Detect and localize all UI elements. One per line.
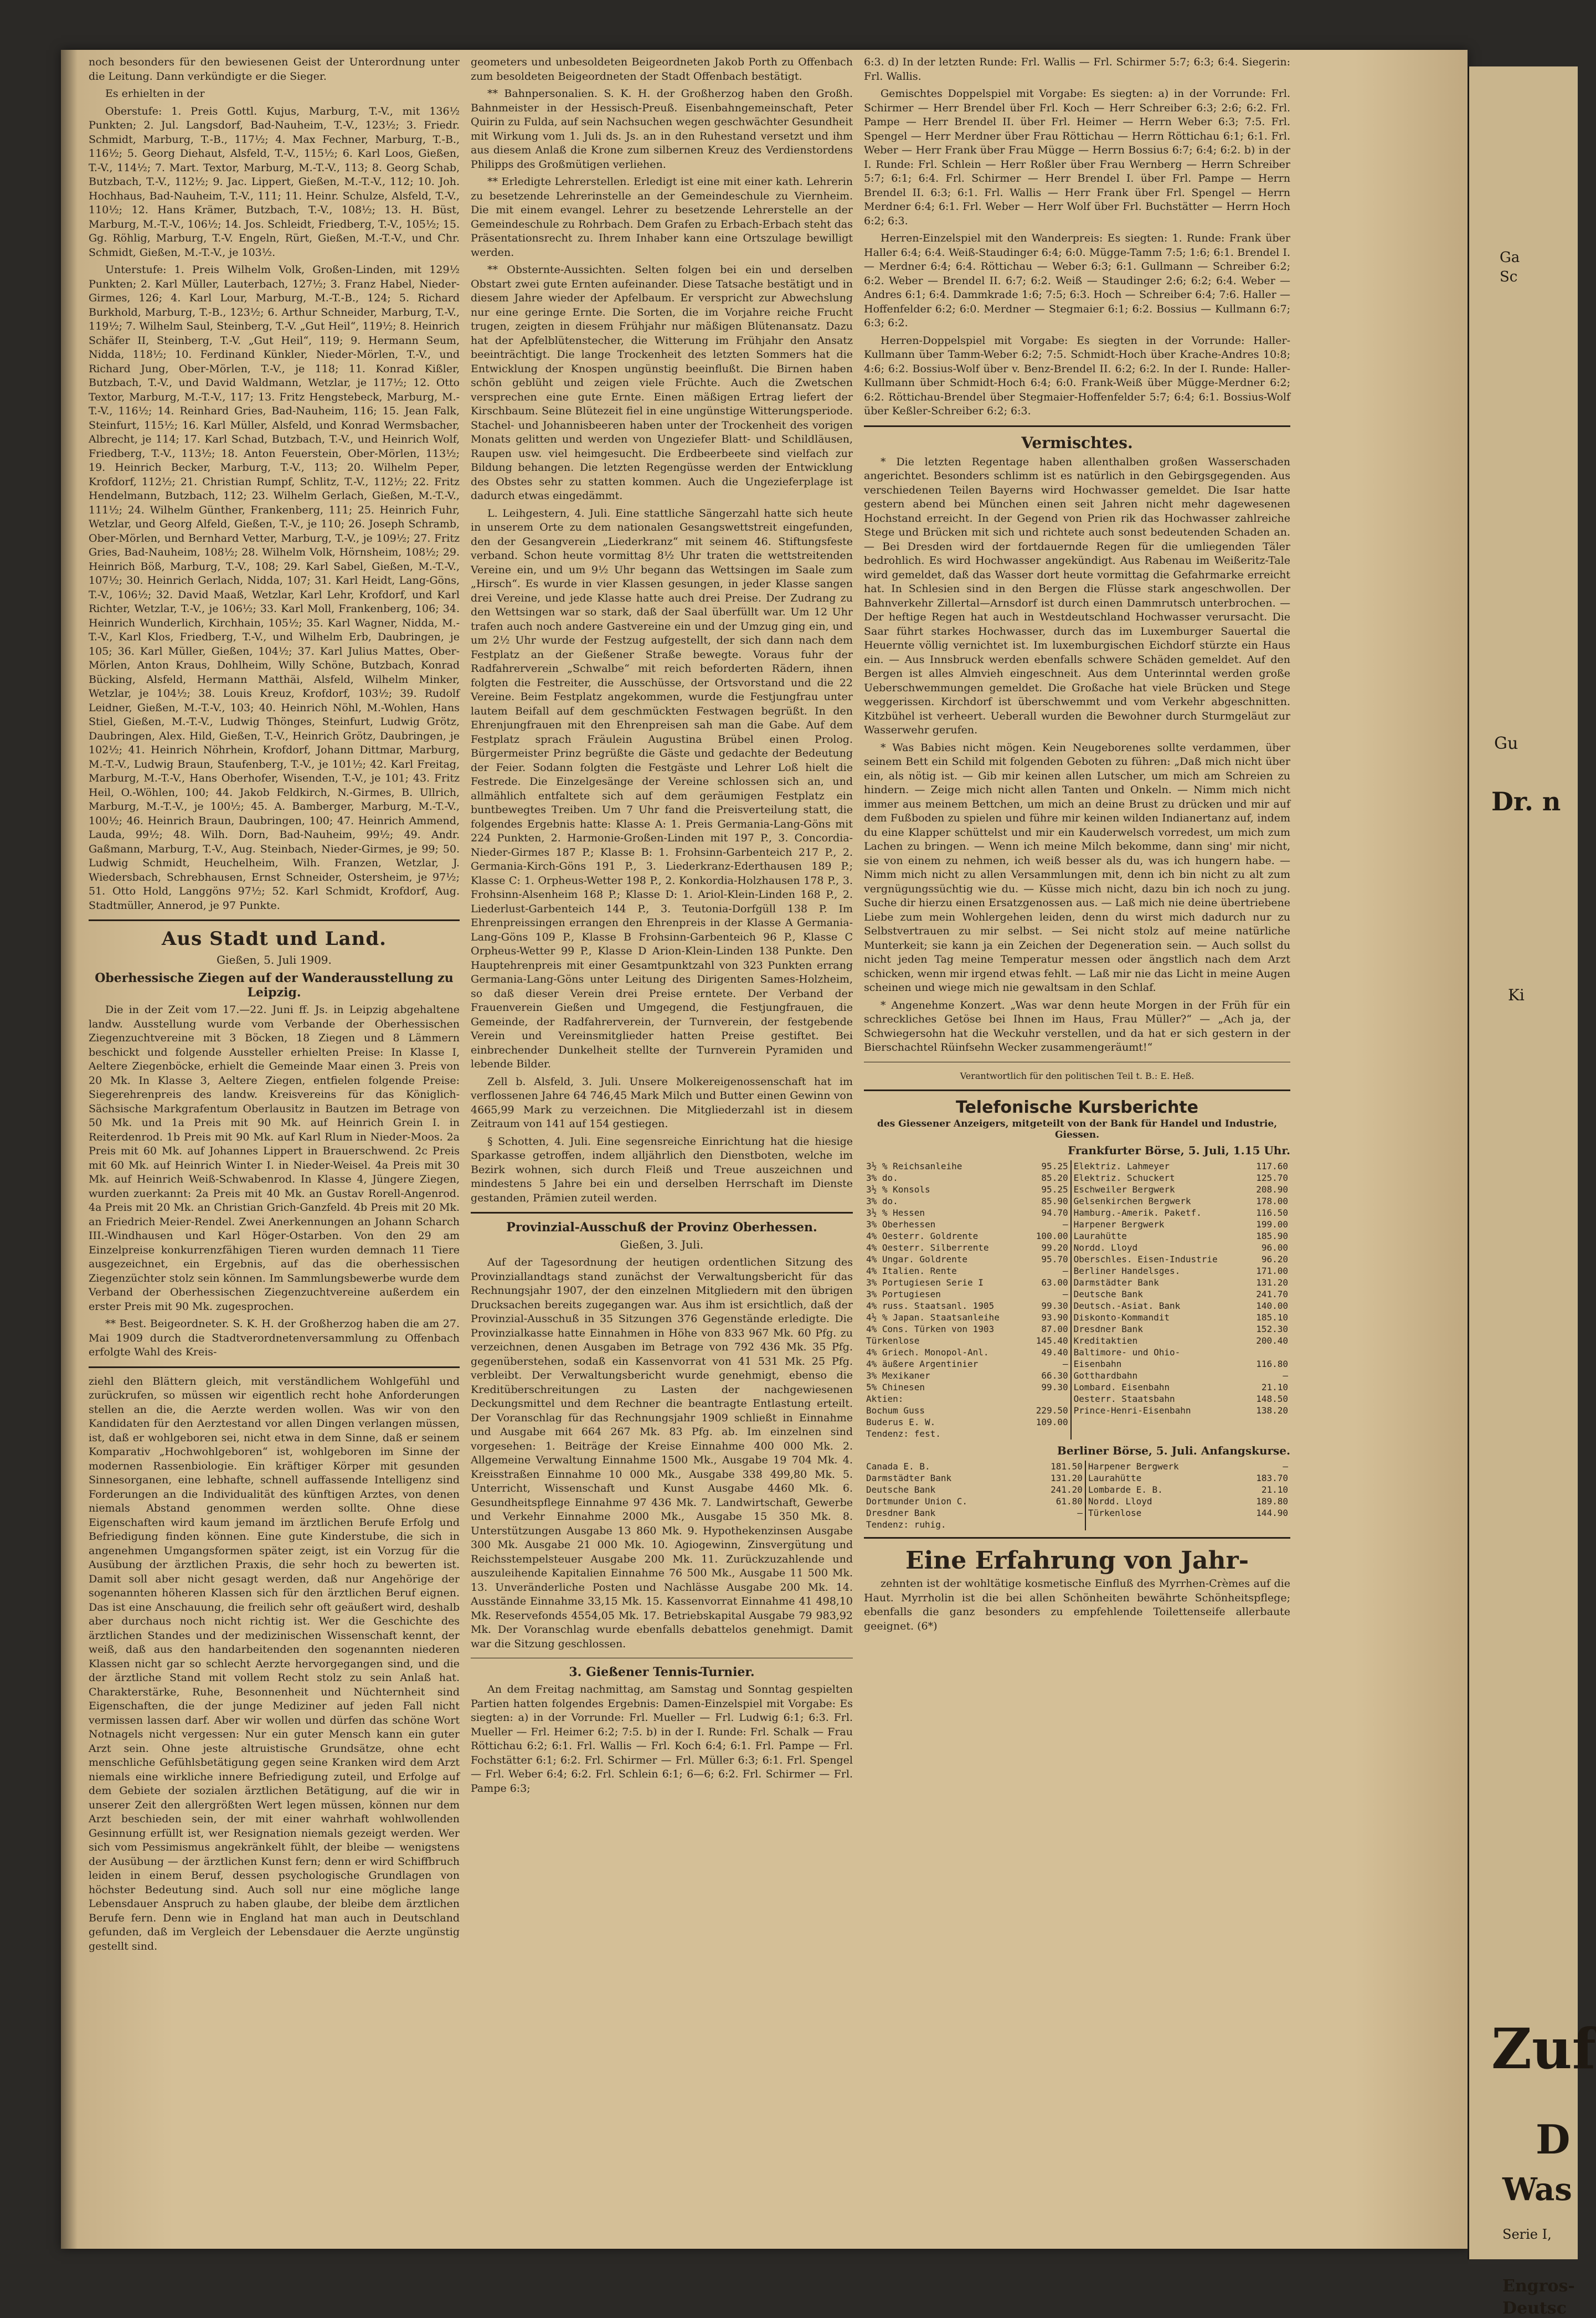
quote-value: 99.30	[1041, 1301, 1068, 1311]
quote-value: 87.00	[1041, 1324, 1068, 1334]
security-name: Kreditaktien	[1071, 1335, 1248, 1346]
quote-value: 200.40	[1256, 1335, 1288, 1346]
security-name: Diskonto-Kommandit	[1071, 1312, 1248, 1323]
security-name: Deutsche Bank	[1071, 1288, 1248, 1300]
section-rule	[89, 1366, 460, 1368]
quote-value: 208.90	[1256, 1184, 1288, 1195]
frankfurt-quote-row	[864, 1358, 1290, 1370]
article-text: ** Erledigte Lehrerstellen. Erledigt ist eine mit einer kath. Lehrerin zu besetzende Lehrerinstelle an der Gemeindeschule zu Viernheim. Die mit einem evangel. Lehrer zu besetzende Lehrerstelle an der Gemeindeschule zu Rohrbach. Dem Grafen zu Erbach-Erbach steht das Präsentationsrecht zu. Ihrem Inhaber kann eine Ortszulage bewilligt werden.	[471, 176, 853, 259]
quote-value: —	[1062, 1359, 1068, 1369]
frankfurt-quote-row	[864, 1265, 1290, 1277]
security-name: Nordd. Lloyd	[1085, 1495, 1234, 1507]
quote-value: 145.40	[1036, 1335, 1068, 1346]
quote-value: 152.30	[1256, 1324, 1288, 1334]
quote-value: 144.90	[1256, 1508, 1288, 1518]
section-headline: Aus Stadt und Land.	[162, 928, 387, 950]
frankfurt-quote-row	[864, 1335, 1290, 1346]
frankfurt-quote-row	[864, 1230, 1290, 1242]
security-name: 4% Oesterr. Goldrente	[866, 1231, 979, 1241]
frankfurt-quote-row	[864, 1370, 1290, 1381]
frankfurt-quote-row	[864, 1288, 1290, 1300]
strip-fragment: Engros-	[1502, 2276, 1575, 2296]
advertisement-headline: Eine Erfahrung von Jahr-	[905, 1546, 1249, 1575]
column-2	[471, 55, 853, 2127]
quote-value: 138.20	[1256, 1405, 1288, 1416]
security-name: 3% Mexikaner	[866, 1370, 930, 1381]
quote-value: 85.90	[1041, 1196, 1068, 1206]
article-text: * Die letzten Regentage haben allenthalben großen Wasserschaden angerichtet. Besonders schlimm ist es natürlich in den Gebirgsgegenden. Aus verschiedenen Teilen Bayerns wird Hochwasser gemeldet. Die Isar hatte gestern abend bei München einen seit Jahren nicht mehr dagewesenen Hochstand erreicht. In der Gegend von Prien rik das Hochwasser zahlreiche Stege und Brücken mit sich und richtete auch sonst bedeutenden Schaden an. — Bei Dresden wird der fortdauernde Regen für die umliegenden Täler bedrohlich. Es wird Hochwasser angekündigt. Aus Rabenau im Weißeritz-Tale wird gemeldet, daß das Wasser dort heute vormittag die Gefahrmarke erreicht hat. In Schlesien sind in den Bergen die Flüsse stark angeschwollen. Der Bahnverkehr Zillertal—Arnsdorf ist durch einen Dammrutsch unterbrochen. — Der heftige Regen hat auch in Westdeutschland Hochwasser verursacht. Die Saar führt starkes Hochwasser, durch das im Luxemburger Sauertal die Heuernte völlig vernichtet ist. Im luxemburgischen Eichdorf stürzte ein Haus ein. — Aus Innsbruck werden ebenfalls schwere Schäden gemeldet. Auf den Bergen ist alles Almvieh eingeschneit. Aus dem Unterinntal werden große Ueberschwemmungen gemeldet. Die Großache hat viele Brücken und Stege weggerissen. Kirchdorf ist überschwemmt und vom Verkehr abgeschnitten. Kitzbühel ist verheert. Ueberall wurden die Bewohner durch Sturmgeläut zur Wasserwehr gerufen.	[864, 455, 1290, 736]
article-headline: Oberhessische Ziegen auf der Wanderausstellung zu Leipzig.	[95, 971, 454, 1000]
security-name: Hamburg.-Amerik. Paketf.	[1071, 1207, 1248, 1219]
quote-value: 199.00	[1256, 1219, 1288, 1230]
article-text: Gemischtes Doppelspiel mit Vorgabe: Es siegten: a) in der Vorrunde: Frl. Schirmer — Herr Brendel über Frl. Koch — Herr Schreiber 6:3; 2:6; 6:2. Frl. Pampe — Herr Brendel II. über Frl. Heimer — Herrn Weber 6:3; 7:5. Frl. Spengel — Herr Merdner über Frau Röttichau — Herrn Röttichau 6:1; 6:1. Frl. Weber — Herr Frank über Frau Mügge — Herrn Bossius 6:7; 6:4; 6:2. b) in der I. Runde: Frl. Schlein — Herr Roßler über Frau Wernberg — Herrn Schreiber 5:7; 6:1; 6:4. Frl. Schirmer — Herr Brendel I. über Frl. Pampe — Herrn Brendel II. 6:3; 6:1. Frl. Wallis — Herr Frank über Frl. Spengel — Herrn Merdner 6:4; 6:1. Frl. Weber — Herr Wolf über Frl. Buchstätter — Herrn Hoch 6:2; 6:3.	[864, 88, 1290, 227]
frankfurt-quote-row	[864, 1428, 1290, 1440]
column-3	[864, 55, 1290, 2127]
quote-value: 148.50	[1256, 1394, 1288, 1404]
article-text: § Schotten, 4. Juli. Eine segensreiche Einrichtung hat die hiesige Sparkasse getroffen, indem alljährlich den Dienstboten, welche im Bezirk wohnen, sich durch Fleiß und Treue auszeichnen und mindestens 5 Jahre bei ein und derselben Herrschaft im Dienste gestanden, Prämien zuteil werden.	[471, 1135, 853, 1204]
quote-value: 95.25	[1041, 1161, 1068, 1171]
dateline: Gießen, 5. Juli 1909.	[217, 953, 332, 967]
dateline: Gießen, 3. Juli.	[620, 1238, 704, 1251]
quote-value: 100.00	[1036, 1231, 1068, 1241]
quote-value	[1247, 1416, 1290, 1428]
quote-value: 131.20	[1256, 1277, 1288, 1288]
frankfurt-quote-row	[864, 1323, 1290, 1335]
strip-fragment: Serie I,	[1502, 2227, 1552, 2242]
quote-value	[1028, 1519, 1085, 1530]
quote-value	[1027, 1428, 1071, 1440]
quote-value: 93.90	[1041, 1312, 1068, 1323]
quote-value: —	[1077, 1508, 1083, 1518]
advertisement-text: zehnten ist der wohltätige kosmetische Einfluß des Myrrhen-Crèmes auf die Haut. Myrrholin ist die bei allen Schönheiten bewährte Schönheitspflege; ebenfalls die ganz besonders zu empfehlende Toilettenseife allerbaute geeignet. (6*)	[864, 1577, 1290, 1632]
quote-value	[1027, 1393, 1071, 1405]
security-name: Eschweiler Bergwerk	[1071, 1184, 1248, 1195]
strip-fragment: Was	[1502, 2171, 1572, 2208]
security-name: 3% Portugiesen	[866, 1289, 941, 1299]
security-name	[1071, 1428, 1248, 1440]
security-name: Türkenlose	[866, 1335, 920, 1346]
quote-value: 85.20	[1041, 1173, 1068, 1183]
security-name: 3% do.	[866, 1173, 898, 1183]
security-name: Harpener Bergwerk	[1085, 1461, 1234, 1472]
article-text: Die in der Zeit vom 17.—22. Juni ff. Js. in Leipzig abgehaltene landw. Ausstellung wurde vom Verbande der Oberhessischen Ziegenzuchtvereine mit 3 Böcken, 18 Ziegen und 8 Lämmern beschickt und folgende Aussteller erhielten Preise: In Klasse I, Aeltere Ziegenböcke, erhielt die Gemeinde Maar einen 3. Preis von 20 Mk. In Klasse 3, Aeltere Ziegen, entfielen folgende Preise: Siegerehrenpreis des landw. Kreisvereins für das Königlich-Sächsische Markgrafentum Oberlausitz in Bautzen im Betrage von 50 Mk. und 1a Preis mit 90 Mk. auf Heinrich Grein I. in Reiterdenrod. 1b Preis mit 90 Mk. auf Karl Rlum in Nieder-Moos. 2a Preis mit 60 Mk. auf Johannes Lippert in Brauerschwend. 2c Preis mit 60 Mk. auf Heinrich Winter I. in Nieder-Weisel. 4a Preis mit 30 Mk. auf Heinrich Weiß-Schwabenrod. In Klasse 4, Jüngere Ziegen, wurden zuerkannt: 2a Preis mit 40 Mk. an Gustav Rorell-Angenrod. 4a Preis mit 20 Mk. an Christian Grich-Ganzfeld. 4b Preis mit 20 Mk. an Friedrich Meier-Rendel. Zwei Anerkennungen an Johann Scharch III.-Windhausen und Karl Höger-Ostarben. Von den 29 am Einzelpreise konkurrenzfähigen Tieren wurden demnach 11 Tiere ausgezeichnet, ein Ergebnis, auf das die oberhessischen Ziegenzüchter stolz sein können. Im Sammlungsbewerbe wurde dem Verband der Oberhessischen Ziegenzuchtvereine außerdem ein erster Preis mit 90 Mk. zugesprochen.	[89, 1004, 460, 1313]
strip-fragment: Deutsc	[1502, 2299, 1567, 2318]
security-name: Dresdner Bank	[866, 1508, 936, 1518]
strip-fragment: Ki	[1508, 986, 1525, 1004]
quote-value: 117.60	[1256, 1161, 1288, 1171]
section-rule	[864, 425, 1290, 427]
article-text: Zell b. Alsfeld, 3. Juli. Unsere Molkereigenossenschaft hat im verflossenen Jahre 64 746,45 Mark Milch und Butter einen Gewinn von 4665,99 Mark zu verzeichnen. Die Mitgliederzahl ist in diesem Zeitraum von 141 auf 154 gestiegen.	[471, 1075, 853, 1130]
article-text: * Angenehme Konzert. „Was war denn heute Morgen in der Früh für ein schreckliches Getöse bei Ihnen im Haus, Frau Müller?“ — „Ach ja, der Schwiegersohn hat die Weckuhr verstellen, und da hat er sich gestern in der Bierschachtel Rüinfsehn Wecker zusammengeräumt!“	[864, 999, 1290, 1053]
security-name: 4% Italien. Rente	[866, 1266, 957, 1276]
quote-value: 241.20	[1051, 1484, 1083, 1495]
security-name: Aktien:	[866, 1394, 904, 1404]
security-name: 3% do.	[866, 1196, 898, 1206]
responsible-editor-line: Verantwortlich für den politischen Teil t. B.: E. Heß.	[960, 1070, 1195, 1081]
strip-fragment: Zuf	[1491, 2016, 1596, 2081]
column-1	[89, 55, 460, 2127]
article-text: 6:3. d) In der letzten Runde: Frl. Wallis — Frl. Schirmer 5:7; 6:3; 6:4. Siegerin: Frl. Wallis.	[864, 56, 1290, 83]
quote-value	[1234, 1519, 1290, 1530]
security-name: Gelsenkirchen Bergwerk	[1071, 1195, 1248, 1207]
quote-value: 131.20	[1051, 1473, 1083, 1483]
article-text: ** Best. Beigeordneter. S. K. H. der Großherzog haben die am 27. Mai 1909 durch die Stadtverordnetenversammlung zu Offenbach erfolgte Wahl des Kreis-	[89, 1318, 460, 1358]
frankfurt-quote-row	[864, 1253, 1290, 1265]
adjacent-page-strip	[1468, 66, 1596, 2318]
quote-value: 96.20	[1261, 1254, 1288, 1265]
security-name: 4% russ. Staatsanl. 1905	[866, 1301, 995, 1311]
quote-value: 49.40	[1041, 1347, 1068, 1358]
security-name	[1085, 1519, 1234, 1530]
results-oberstufe: Oberstufe: 1. Preis Gottl. Kujus, Marburg, T.-V., mit 136½ Punkten; 2. Jul. Langsdorf, Bad-Nauheim, T.-V., 123½; 3. Friedr. Schmidt, Marburg, T.-B., 117½; 4. Max Fechner, Marburg, T.-B., 116½; 5. Georg Diehaut, Alsfeld, T.-V., 115½; 6. Karl Loos, Gießen, T.-V., 114½; 7. Mart. Textor, Marburg, M.-T.-V., 113; 8. Georg Schab, Butzbach, T.-V., 112½; 9. Jac. Lippert, Gießen, M.-T.-V., 112; 10. Joh. Hochhaus, Bad-Nauheim, T.-V., 111; 11. Heinr. Schulze, Alsfeld, T.-V., 110½; 12. Hans Krämer, Butzbach, T.-V., 108½; 13. H. Büst, Marburg, M.-T.-V., 106½; 14. Jos. Schleidt, Friedberg, T.-V., 105½; 15. Gg. Röhlig, Marburg, T.-V. Engeln, Rürt, Gießen, M.-T.-V., und Chr. Schmidt, Gießen, M.-T.-V., je 103½.	[89, 105, 460, 259]
security-name: Prince-Henri-Eisenbahn	[1071, 1405, 1248, 1416]
quote-value: —	[1283, 1370, 1288, 1381]
frankfurt-quote-row	[864, 1312, 1290, 1323]
article-text: Es erhielten in der	[105, 88, 205, 100]
security-name: Berliner Handelsges.	[1071, 1265, 1248, 1277]
security-name: 4½ % Japan. Staatsanleihe	[866, 1312, 1000, 1323]
berlin-quote-row	[864, 1519, 1290, 1530]
quote-value: 185.10	[1256, 1312, 1288, 1323]
berlin-exchange-title: Berliner Börse, 5. Juli. Anfangskurse.	[1057, 1444, 1290, 1457]
quote-value: 140.00	[1256, 1301, 1288, 1311]
quote-value: 21.10	[1261, 1484, 1288, 1495]
berlin-quote-row	[864, 1495, 1290, 1507]
frankfurt-quote-row	[864, 1277, 1290, 1288]
quote-value: 183.70	[1256, 1473, 1288, 1483]
strip-fragment: Ga	[1500, 249, 1520, 266]
section-headline: Vermischtes.	[1021, 433, 1133, 452]
quote-value: 99.20	[1041, 1242, 1068, 1253]
berlin-quote-row	[864, 1507, 1290, 1519]
page-fold-shadow	[61, 50, 78, 2249]
quote-value: 189.80	[1256, 1496, 1288, 1507]
security-name: Türkenlose	[1085, 1507, 1234, 1519]
quote-value: 63.00	[1041, 1277, 1068, 1288]
section-rule	[471, 1212, 853, 1214]
quote-value: 241.70	[1256, 1289, 1288, 1299]
frankfurt-quote-row	[864, 1242, 1290, 1253]
feuilleton-text: ziehl den Blättern gleich, mit verständlichem Wohlgefühl und zurückrufen, so müssen wir eigentlich recht hohe Anforderungen stellen an die, die Aerzte werden wollen. Was wir von den Kandidaten für den Aerztestand vor allen Dingen verlangen müssen, ist, daß er wohlgeboren sei, nicht etwa in dem Sinne, daß er seinem Komparativ „Hochwohlgeboren“ ist, wohlgeboren im Sinne der modernen Rassenbiologie. Ein kräftiger Körper mit gesunden Sinnesorganen, eine lebhafte, schnell auffassende Intelligenz sind Forderungen an die Individualität des künftigen Arztes, von denen niemals Abstand genommen werden sollte. Ohne diese Eigenschaften wird kaum jemand im ärztlichen Berufe Erfolg und Befriedigung finden können. Eine gute Kinderstube, die sich in angenehmen Umgangsformen später zeigt, ist ein Vorzug für die Ausübung der ärztlichen Praxis, die sehr hoch zu bewerten ist. Damit soll aber nicht gesagt werden, daß nur Angehörige der sogenannten höheren Klassen sich für den ärztlichen Beruf eignen. Das ist eine Anschauung, die freilich sehr oft geäußert wird, deshalb aber durchaus noch nicht richtig ist. Wer die Geschichte des ärztlichen Standes und der medizinischen Wissenschaft kennt, der weiß, daß aus den handarbeitenden den sogenannten niederen Klassen nicht gar so schlecht Aerzte hervorgegangen sind, und die der ärztliche Stand mit vollem Recht stolz zu sein Anlaß hat. Charakterstärke, Ruhe, Besonnenheit und Nüchternheit sind Eigenschaften, die der junge Mediziner auf jeden Fall nicht vermissen lassen darf. Aber wir wollen und dürfen das schöne Wort Notnagels nicht vergessen: Nur ein guter Mensch kann ein guter Arzt sein. Ohne jeste altruistische Grundsätze, ohne echt menschliche Gefühlsbetätigung gegen seine Kranken wird dem Arzt niemals eine wirkliche innere Befriedigung zuteil, und Erfolge auf dem Gebiete der sozialen ärztlichen Betätigung, auf die wir in unserer Zeit den allergrößten Wert legen müssen, können nur dem Arzt beschieden sein, der mit einer wahrhaft wohlwollenden Gesinnung erfüllt ist, wer Resignation niemals gezeigt werden. Wer sich vom Pessimismus angekränkelt fühlt, der bleibe — wenigstens der Ausübung — der ärztlichen Kunst fern; denn er wird Schiffbruch leiden in einem Beruf, dessen psychologische Grundlagen von höchster Bedeutung sind. Auch soll nur eine mögliche lange Lebensdauer Anspruch zu haben glaube, der bleibe dem ärztlichen Berufe fern. Denn wie in England hat man auch in Deutschland gefunden, daß im Vergleich der Lebensdauer die Aerzte ungünstig gestellt sind.	[89, 1375, 460, 1952]
article-text: * Was Babies nicht mögen. Kein Neugeborenes sollte verdammen, über seinem Bett ein Schild mit folgenden Geboten zu führen: „Daß mich nicht über ein, als nötig ist. — Gib mir keinen allen Lutscher, um mich am Schreien zu hindern. — Zeige mich nicht allen Tanten und Onkeln. — Nimm mich nicht immer aus meinem Bettchen, um mich an deine Brust zu drücken und mir auf dem Fußboden zu spielen und führe mir keinen wilden Indianertanz auf, indem du eine Klapper schüttelst und mir ein Kauderwelsch vorredest, um mich zum Lachen zu bringen. — Wenn ich meine Milch bekomme, dann sing' mir nicht, sie von einem zu nehmen, ich weiß besser als du, was ich hungern habe. — Nimm mich nicht zu allen Versammlungen mit, denn ich bin nicht zu alt zum vergnügungssüchtig wie du. — Küsse mich nicht, dazu bin ich noch zu jung. Suche dir hierzu einen Ersatzgenossen aus. — Laß mich nie deine übertriebene Liebe zum mein Wohlergehen leiden, denn du wirst mich dadurch nur zu Selbstvertrauen zu mir selbst. — Sei nicht stolz auf meine natürliche Munterkeit; sie kann ja ein Zeichen der Degeneration sein. — Auch sollst du nicht jeden Tag meine Temperatur messen oder ängstlich nach dem Arzt schicken, wenn mir irgend etwas fehlt. — Laß mir nie das Licht in meine Augen scheinen und wiege mich nie gewaltsam in den Schlaf.	[864, 741, 1290, 994]
quote-value: 21.10	[1261, 1382, 1288, 1392]
security-name: 4% äußere Argentinier	[866, 1359, 979, 1369]
quote-value: 229.50	[1036, 1405, 1068, 1416]
security-name: Nordd. Lloyd	[1071, 1242, 1248, 1253]
security-name: Deutsche Bank	[866, 1484, 936, 1495]
security-name: Eisenbahn	[1071, 1358, 1248, 1370]
berlin-quote-row	[864, 1461, 1290, 1472]
security-name: Bochum Guss	[866, 1405, 925, 1416]
frankfurt-exchange-title: Frankfurter Börse, 5. Juli, 1.15 Uhr.	[1068, 1144, 1290, 1157]
article-headline: Provinzial-Ausschuß der Provinz Oberhessen.	[506, 1220, 817, 1235]
security-name: Lombard. Eisenbahn	[1071, 1381, 1248, 1393]
security-name: Baltimore- und Ohio-	[1071, 1346, 1248, 1358]
results-unterstufe: Unterstufe: 1. Preis Wilhelm Volk, Großen-Linden, mit 129½ Punkten; 2. Karl Müller, Lauterbach, 127½; 3. Franz Habel, Nieder-Girmes, 126; 4. Karl Lour, Marburg, M.-T.-B., 124; 5. Richard Burkhold, Marburg, T.-B., 123½; 6. Arthur Schneider, Marburg, T.-V., 119½; 7. Wilhelm Saul, Steinberg, T.-V. „Gut Heil“, 119½; 8. Heinrich Schäfer II, Steinberg, T.-V. „Gut Heil“, 119; 9. Hermann Seum, Nidda, 118½; 10. Ferdinand Künkler, Nieder-Mörlen, T.-V., und Richard Jung, Ober-Mörlen, T.-V., je 118; 11. Konrad Kißler, Butzbach, T.-V., und David Waldmann, Wetzlar, je 117½; 12. Otto Textor, Marburg, M.-T.-V., 117; 13. Fritz Hengstebeck, Marburg, M.-T.-V., 116½; 14. Reinhard Gries, Bad-Nauheim, 116; 15. Jean Falk, Steinfurt, 115½; 16. Karl Müller, Alsfeld, und Konrad Wermsbacher, Albrecht, je 114; 17. Karl Schad, Butzbach, T.-V., und Heinrich Wolf, Friedberg, T.-V., 113½; 18. Anton Feuerstein, Ober-Mörlen, 113½; 19. Heinrich Becker, Marburg, T.-V., 113; 20. Wilhelm Peper, Krofdorf, 112½; 21. Christian Rumpf, Schlitz, T.-V., 112½; 22. Fritz Hendelmann, Butzbach, 112; 23. Wilhelm Gerlach, Gießen, M.-T.-V., 111½; 24. Wilhelm Günther, Frankenberg, 111; 25. Heinrich Fuhr, Wetzlar, und Georg Alfeld, Gießen, T.-V., je 110; 26. Joseph Schramb, Ober-Mörlen, und Bernhard Vetter, Marburg, T.-V., je 109½; 27. Fritz Gries, Bad-Nauheim, 108½; 28. Wilhelm Volk, Hörnsheim, 108½; 29. Heinrich Böß, Marburg, T.-V., 108; 29. Karl Sabel, Gießen, M.-T.-V., 107½; 30. Heinrich Gerlach, Nidda, 107; 31. Karl Heidt, Lang-Göns, T.-V., 106½; 32. David Maaß, Wetzlar, Karl Lehr, Krofdorf, und Karl Richter, Wetzlar, T.-V., je 106½; 33. Karl Moll, Frankenberg, 106; 34. Heinrich Wunderlich, Kirchhain, 105½; 35. Karl Wagner, Nidda, M.-T.-V., Karl Klos, Friedberg, T.-V., und Wilhelm Erb, Daubringen, je 105; 36. Karl Müller, Gießen, 104½; 37. Karl Julius Mattes, Ober-Mörlen, Anton Kraus, Dohlheim, Willy Schöne, Butzbach, Konrad Bücking, Alsfeld, Hermann Matthäi, Alsfeld, Wilhelm Minker, Wetzlar, je 104½; 38. Louis Kreuz, Krofdorf, 103½; 39. Rudolf Leidner, Gießen, M.-T.-V., 103; 40. Heinrich Nöhl, M.-Wohlen, Hans Stiel, Gießen, M.-T.-V., Ludwig Thönges, Steinfurt, Ludwig Grötz, Daubringen, Alex. Hild, Gießen, T.-V., Heinrich Grötz, Daubringen, je 102½; 41. Heinrich Nöhrhein, Krofdorf, Johann Dittmar, Marburg, M.-T.-V., Ludwig Braun, Staufenberg, T.-V., je 101½; 42. Karl Freitag, Marburg, M.-T.-V., Hans Oberhofer, Wisenden, T.-V., je 101; 43. Fritz Heil, O.-Wöhlen, 100; 44. Jakob Feldkirch, N.-Girmes, B. Ullrich, Marburg, M.-T.-V., je 100½; 45. A. Bamberger, Marburg, M.-T.-V., 100½; 46. Heinrich Braun, Daubringen, 100; 47. Heinrich Ammend, Lauda, 99½; 48. Wilh. Dorn, Bad-Nauheim, 99½; 49. Andr. Gaßmann, Marburg, T.-V., Aug. Steinbach, Nieder-Girmes, je 99; 50. Ludwig Schmidt, Heuchelheim, Wilh. Franzen, Wetzlar, J. Wiedersbach, Schrebhausen, Ernst Schneider, Ostersheim, je 97½; 51. Otto Hold, Langgöns 97½; 52. Karl Schmidt, Krofdorf, Aug. Stadtmüller, Annerod, je 97 Punkte.	[89, 264, 460, 912]
security-name: Dresdner Bank	[1071, 1323, 1248, 1335]
stock-report-title: Telefonische Kursberichte	[955, 1098, 1198, 1117]
security-name: Gotthardbahn	[1071, 1370, 1248, 1381]
strip-fragment: D	[1536, 2116, 1571, 2163]
article-text: Herren-Doppelspiel mit Vorgabe: Es siegten in der Vorrunde: Haller-Kullmann über Tamm-Weber 6:2; 7:5. Schmidt-Hoch über Krache-Andres 10:8; 4:6; 6:2. Bossius-Wolf über v. Benz-Brendel II. 6:2; 6:2. In der I. Runde: Haller-Kullmann über Schmidt-Hoch 6:4; 6:0. Frank-Weiß über Mügge-Merdner 6:2; 6:2. Röttichau-Brendel über Stegmaier-Hoffenfelder 5:7; 6:4; 6:1. Bossius-Wolf über Keßler-Schreiber 6:2; 6:3.	[864, 334, 1290, 417]
frankfurt-quote-row	[864, 1172, 1290, 1184]
article-text: ** Obsternte-Aussichten. Selten folgen bei ein und derselben Obstart zwei gute Ernten aufeinander. Diese Tatsache bestätigt und in diesem Jahre wieder der Apfelbaum. Er verspricht zur Abwechslung nur eine geringe Ernte. Die Sorten, die im Vorjahre reiche Frucht trugen, zeigten in diesem Frühjahr nur mäßigen Blütenansatz. Dazu hat der Apfelblütenstecher, die Witterung im Frühjahr den Ansatz beeinträchtigt. Die lange Trockenheit des letzten Sommers hat die Entwicklung der Knospen ungünstig beeinflußt. Die Birnen haben schön geblüht und zeigen viele Früchte. Auch die Zwetschen versprechen eine gute Ernte. Einen mäßigen Ertrag liefert der Kirschbaum. Seine Blütezeit fiel in eine ungünstige Witterungsperiode. Stachel- und Johannisbeeren haben unter der Trockenheit des vorigen Monats gelitten und werden von Ungeziefer Blatt- und Schildläusen, Raupen usw. viel heimgesucht. Die Erdbeerbeete sind vielfach zur Bildung behangen. Die letzten Regengüsse werden der Entwicklung des Obstes sehr zu statten kommen. Auch die Ungezieferplage ist dadurch etwas eingedämmt.	[471, 264, 853, 502]
quote-value: 178.00	[1256, 1196, 1288, 1206]
security-name: Lombarde E. B.	[1085, 1484, 1234, 1495]
frankfurt-quote-row	[864, 1405, 1290, 1416]
quote-value	[1247, 1346, 1290, 1358]
quote-value: 116.80	[1256, 1359, 1288, 1369]
security-name: Buderus E. W.	[866, 1417, 936, 1427]
frankfurt-quote-row	[864, 1381, 1290, 1393]
article-text: Herren-Einzelspiel mit den Wanderpreis: Es siegten: 1. Runde: Frank über Haller 6:4; 6:4. Weiß-Staudinger 6:4; 6:0. Mügge-Tamm 7:5; 1:6; 6:1. Brendel I. — Merdner 6:4; 6:4. Röttichau — Weber 6:3; 6:1. Gullmann — Schreiber 6:2; 6:2. Weber — Brendel II. 6:7; 6:2. Weiß — Staudinger 2:6; 6:2; 6:4. Weber — Andres 6:1; 6:4. Dammkrade 1:6; 7:5; 6:3. Hoch — Schreiber 6:4; 7:6. Haller — Hoffenfelder 6:2; 6:0. Merdner — Stegmaier 6:1; 6:2. Bossius — Kullmann 6:7; 6:3; 6:2.	[864, 232, 1290, 329]
security-name: Tendenz: fest.	[866, 1428, 941, 1439]
quote-value: 99.30	[1041, 1382, 1068, 1392]
frankfurt-quote-row	[864, 1219, 1290, 1230]
frankfurt-quote-row	[864, 1184, 1290, 1195]
quote-value	[1247, 1428, 1290, 1440]
security-name: 4% Ungar. Goldrente	[866, 1254, 968, 1265]
security-name: Laurahütte	[1071, 1230, 1248, 1242]
security-name: 4% Oesterr. Silberrente	[866, 1242, 989, 1253]
quote-value: 116.50	[1256, 1207, 1288, 1218]
security-name: Oberschles. Eisen-Industrie	[1071, 1253, 1248, 1265]
section-rule	[864, 1089, 1290, 1091]
security-name: Oesterr. Staatsbahn	[1071, 1393, 1248, 1405]
berlin-quotes-table	[864, 1461, 1290, 1530]
quote-value: —	[1062, 1289, 1068, 1299]
frankfurt-quote-row	[864, 1346, 1290, 1358]
quote-value: 95.25	[1041, 1184, 1068, 1195]
strip-fragment: Sc	[1500, 269, 1518, 285]
frankfurt-quote-row	[864, 1207, 1290, 1219]
article-text: geometers und unbesoldeten Beigeordneten Jakob Porth zu Offenbach zum besoldeten Beigeordneten der Stadt Offenbach bestätigt.	[471, 56, 853, 83]
security-name: 4% Cons. Türken von 1903	[866, 1324, 995, 1334]
security-name: 3½ % Konsols	[866, 1184, 930, 1195]
section-rule	[864, 1537, 1290, 1539]
frankfurt-quote-row	[864, 1416, 1290, 1428]
frankfurt-quote-row	[864, 1160, 1290, 1172]
strip-fragment: Gu	[1494, 734, 1518, 753]
security-name: 5% Chinesen	[866, 1382, 925, 1392]
quote-value: —	[1062, 1219, 1068, 1230]
frankfurt-quote-row	[864, 1300, 1290, 1312]
quote-value: —	[1062, 1266, 1068, 1276]
quote-value: 95.70	[1041, 1254, 1068, 1265]
quote-value: 125.70	[1256, 1173, 1288, 1183]
security-name: 3½ % Reichsanleihe	[866, 1161, 962, 1171]
security-name: 4% Griech. Monopol-Anl.	[866, 1347, 989, 1358]
security-name: Darmstädter Bank	[866, 1473, 952, 1483]
security-name: Dortmunder Union C.	[866, 1496, 968, 1507]
security-name: 3½ % Hessen	[866, 1207, 925, 1218]
stock-report-subtitle: des Giessener Anzeigers, mitgeteilt von der Bank für Handel und Industrie, Giessen.	[877, 1118, 1278, 1140]
security-name: Elektriz. Lahmeyer	[1071, 1160, 1248, 1172]
quote-value: 66.30	[1041, 1370, 1068, 1381]
security-name: Harpener Bergwerk	[1071, 1219, 1248, 1230]
frankfurt-quote-row	[864, 1393, 1290, 1405]
security-name: Elektriz. Schuckert	[1071, 1172, 1248, 1184]
article-text: L. Leihgestern, 4. Juli. Eine stattliche Sängerzahl hatte sich heute in unserem Orte zu dem nationalen Gesangswettstreit eingefunden, den der Gesangverein „Liederkranz“ mit seinem 46. Stiftungsfeste verband. Schon heute vormittag 8½ Uhr traten die wettstreitenden Vereine ein, und um 9½ Uhr begann das Wettsingen im Saale zum „Hirsch“. Es wurde in vier Klassen gesungen, in jeder Klasse sangen drei Vereine, und jede Klasse hatte auch drei Preise. Der Zudrang zu den Wettsingen war so stark, daß der Saal überfüllt war. Um 12 Uhr trafen auch noch andere Gastvereine ein und der Umzug ging ein, und um 2½ Uhr wurde der Festzug aufgestellt, der sich dann nach dem Festplatz an der Gießener Straße bewegte. Voraus fuhr der Radfahrerverein „Schwalbe“ mit reich beforderten Rädern, ihnen folgten die Festreiter, die Ausschüsse, der Ortsvorstand und die 22 Vereine. Beim Festplatz angekommen, wurde die Festjungfrau unter lautem Beifall auf dem geschmückten Festwagen begrüßt. In den Ehrenjungfrauen mit den Ehrenpreisen sah man die Gabe. Auf dem Festplatz sprach Fräulein Augustina Brübel einen Prolog. Bürgermeister Prinz begrüßte die Gäste und gedachte der Bedeutung der Feier. Sodann folgten die Festgäste und Lehrer Loß hielt die Festrede. Die Einzelgesänge der Vereine schlossen sich an, und allmählich entfaltete sich auf dem geräumigen Festplatz ein buntbewegtes Treiben. Um 7 Uhr fand die Preisverteilung statt, die folgendes Ergebnis hatte: Klasse A: 1. Preis Germania-Lang-Göns mit 224 Punkten, 2. Harmonie-Großen-Linden mit 197 P., 3. Concordia-Nieder-Girmes 187 P.; Klasse B: 1. Frohsinn-Garbenteich 217 P., 2. Germania-Kirch-Göns 191 P., 3. Liederkranz-Ederthausen 189 P.; Klasse C: 1. Orpheus-Wetter 198 P., 2. Konkordia-Holzhausen 178 P., 3. Frohsinn-Alsenheim 168 P.; Klasse D: 1. Ariol-Klein-Linden 168 P., 2. Liederlust-Garbenteich 144 P., 3. Teutonia-Dorfgüll 138 P. Im Ehrenpreissingen errangen den Ehrenpreis in der Klasse A Germania-Lang-Göns 109 P., Klasse B Frohsinn-Garbenteich 96 P., Klasse C Orpheus-Wetter 99 P., Klasse D Arion-Klein-Linden 138 Punkte. Den Hauptehrenpreis mit einer Gesamtpunktzahl von 323 Punkten errang Germania-Lang-Göns unter Leitung des Dirigenten Sames-Holzheim, so daß dieser Verein drei Preise erntete. Der Verband der Frauenverein Gießen und Umgegend, die Festjungfrauen, die Gemeinde, der Radfahrerverein, der Turnverein, der festgebende Verein und Vereinsmitglieder hatten Preise gestiftet. Bei einbrechender Dunkelheit stellte der Turnverein Pyramiden und lebende Bilder.	[471, 507, 853, 1070]
article-headline: 3. Gießener Tennis-Turnier.	[569, 1665, 755, 1679]
quote-value: 181.50	[1051, 1461, 1083, 1472]
strip-fragment: Dr. n	[1491, 787, 1561, 816]
quote-value: —	[1283, 1461, 1288, 1472]
security-name: Tendenz: ruhig.	[866, 1519, 946, 1530]
article-text: noch besonders für den bewiesenen Geist der Unterordnung unter die Leitung. Dann verkündigte er die Sieger.	[89, 56, 460, 83]
security-name: Canada E. B.	[866, 1461, 930, 1472]
quote-value: 96.00	[1261, 1242, 1288, 1253]
security-name: Deutsch.-Asiat. Bank	[1071, 1300, 1248, 1312]
quote-value: 94.70	[1041, 1207, 1068, 1218]
berlin-quote-row	[864, 1472, 1290, 1484]
security-name: Laurahütte	[1085, 1472, 1234, 1484]
frankfurt-quotes-table	[864, 1160, 1290, 1440]
quote-value: 171.00	[1256, 1266, 1288, 1276]
security-name: 3% Oberhessen	[866, 1219, 936, 1230]
quote-value: 109.00	[1036, 1417, 1068, 1427]
frankfurt-quote-row	[864, 1195, 1290, 1207]
article-text: Auf der Tagesordnung der heutigen ordentlichen Sitzung des Provinziallandtags stand zunächst der Verwaltungsbericht für das Rechnungsjahr 1907, der den einzelnen Mitgliedern mit den übrigen Drucksachen bereits zugegangen war. Aus ihm ist ersichtlich, daß der Provinzial-Ausschuß in 35 Sitzungen 376 Gegenstände erledigte. Die Provinzialkasse hatte Einnahmen in Höhe von 833 967 Mk. 60 Pfg. zu verzeichnen, denen Ausgaben im Betrage von 792 436 Mk. 35 Pfg. gegenüberstehen, sodaß ein Kassenvorrat von 41 531 Mk. 25 Pfg. verbleibt. Der Verwaltungsbericht wurde genehmigt, ebenso die Kreditüberschreitungen zu Lasten der nachgewiesenen Deckungsmittel und dem Rechner die beantragte Entlastung erteilt. Der Voranschlag für das Rechnungsjahr 1909 schließt in Einnahme und Ausgabe mit 664 267 Mk. 83 Pfg. ab. Im einzelnen sind vorgesehen: 1. Beiträge der Kreise Einnahme 400 000 Mk. 2. Allgemeine Verwaltung Einnahme 1500 Mk., Ausgabe 19 704 Mk. 4. Kreisstraßen Einnahme 10 000 Mk., Ausgabe 338 499,80 Mk. 5. Unterricht, Wissenschaft und Kunst Ausgabe 4460 Mk. 6. Gesundheitspflege Einnahme 97 436 Mk. 7. Landwirtschaft, Gewerbe und Verkehr Einnahme 2000 Mk., Ausgabe 15 350 Mk. 8. Unterstützungen Ausgabe 13 860 Mk. 9. Hypothekenzinsen Ausgabe 300 Mk. Ausgabe 21 000 Mk. 10. Agiogewinn, Zinsvergütung und Reichsstempelsteuer Ausgabe 200 Mk. 11. Zurückzuzahlende und auszuleihende Kapitalien Einnahme 76 500 Mk., Ausgabe 11 500 Mk. 13. Unveränderliche Posten und Nachlässe Ausgabe 200 Mk. 14. Ausstände Einnahme 33,15 Mk. 15. Kassenvorrat Einnahme 41 498,10 Mk. Reservefonds 4554,05 Mk. 17. Betriebskapital Ausgabe 79 983,92 Mk. Der Voranschlag wurde ebenfalls debattelos genehmigt. Damit war die Sitzung geschlossen.	[471, 1256, 853, 1650]
security-name	[1071, 1416, 1248, 1428]
security-name: 3% Portugiesen Serie I	[866, 1277, 984, 1288]
security-name: Darmstädter Bank	[1071, 1277, 1248, 1288]
berlin-quote-row	[864, 1484, 1290, 1495]
quote-value: 185.90	[1256, 1231, 1288, 1241]
article-text: ** Bahnpersonalien. S. K. H. der Großherzog haben den Großh. Bahnmeister in der Hessisch-Preuß. Eisenbahngemeinschaft, Peter Quirin zu Fulda, auf sein Nachsuchen wegen geschwächter Gesundheit mit Wirkung vom 1. Juli ds. Js. an in den Ruhestand versetzt und ihm aus diesem Anlaß die Krone zum silbernen Kreuz des Verdienstordens Philipps des Großmütigen verliehen.	[471, 88, 853, 171]
section-rule	[89, 919, 460, 921]
quote-value: 61.80	[1056, 1496, 1083, 1507]
article-text: An dem Freitag nachmittag, am Samstag und Sonntag gespielten Partien hatten folgendes Ergebnis: Damen-Einzelspiel mit Vorgabe: Es siegten: a) in der Vorrunde: Frl. Mueller — Frl. Ludwig 6:1; 6:3. Frl. Mueller — Frl. Heimer 6:2; 7:5. b) in der I. Runde: Frl. Schalk — Frau Röttichau 6:2; 6:1. Frl. Wallis — Frl. Koch 6:4; 6:1. Frl. Pampe — Frl. Fochstätter 6:1; 6:2. Frl. Schirmer — Frl. Müller 6:3; 6:1. Frl. Spengel — Frl. Weber 6:4; 6:2. Frl. Schlein 6:1; 6—6; 6:2. Frl. Schirmer — Frl. Pampe 6:3;	[471, 1683, 853, 1795]
